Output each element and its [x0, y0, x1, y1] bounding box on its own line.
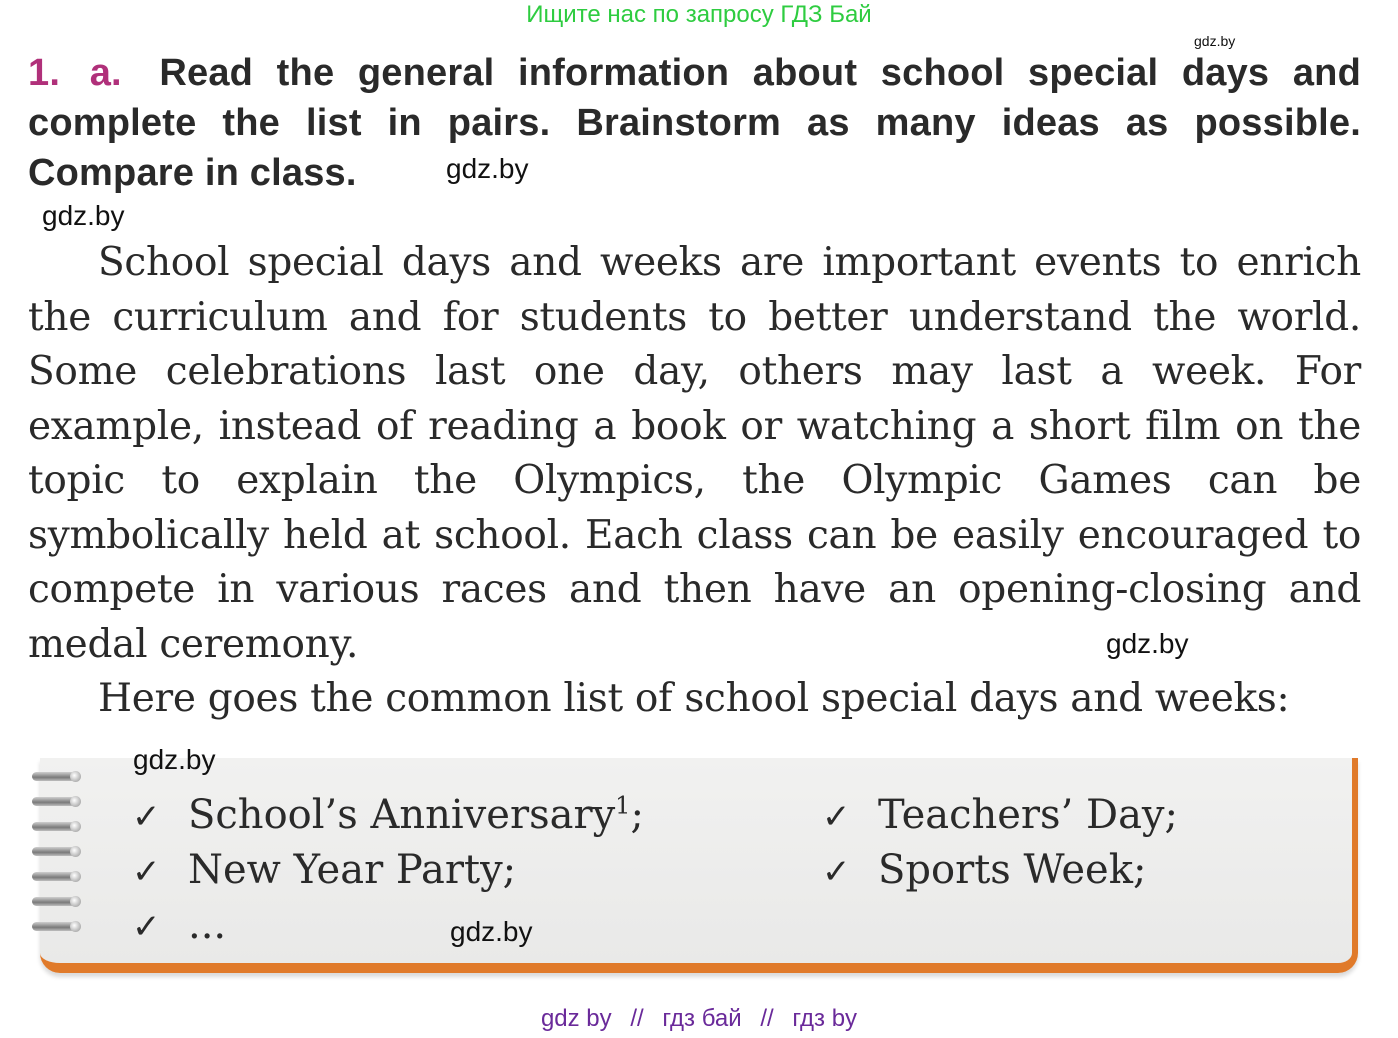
paragraph-list-lead: Here goes the common list of school special days and weeks: [98, 676, 1290, 721]
footer-link-gdz-by[interactable]: gdz by [540, 1005, 612, 1032]
list-item: ✓ New Year Party; [132, 845, 516, 897]
spiral-binding-icon [30, 766, 82, 941]
checkmark-icon: ✓ [132, 907, 161, 947]
task-instruction [28, 48, 1361, 198]
footer-link-gdz-by-cyr[interactable]: гдз by [792, 1005, 858, 1032]
list-item: ✓ School’s Anniversary$^1$; [132, 790, 644, 842]
paragraph-intro: School special days and weeks are important events to enrich the curriculum and for students to better understand the world. Some celebrations last one day, others may last a week. For example, instead of reading a book or watching a short film on the topic to explain the Olympics, the Olympic Games can be symbolically held at school. Each class can be easily encouraged to compete in various races and then have an opening-closing and medal ceremony. [28, 240, 1361, 667]
watermark: gdz.by [450, 916, 533, 947]
watermark: gdz.by [446, 153, 529, 184]
list-item: ✓ Sports Week; [822, 845, 1146, 897]
checkmark-icon: ✓ [822, 852, 851, 892]
footer-link-gdz-bai[interactable]: гдз бай [662, 1005, 742, 1032]
top-banner[interactable]: Ищите нас по запросу ГДЗ Бай [526, 1, 872, 28]
task-text: Read the general information about school special days and complete the list in pairs. Brainstorm as many ideas as possible. Compare in class. [28, 52, 1362, 194]
footer-separator: // [760, 1005, 774, 1032]
footer-separator: // [630, 1005, 644, 1032]
checkmark-icon: ✓ [132, 797, 161, 837]
list-item: ✓ ... [132, 900, 226, 952]
list-item: ✓ Teachers’ Day; [822, 790, 1178, 842]
watermark: gdz.by [133, 744, 216, 775]
corner-watermark: gdz.by [1194, 33, 1236, 49]
checkmark-icon: ✓ [822, 797, 851, 837]
footer-links [0, 1005, 1398, 1033]
task-letter: a. [89, 52, 122, 94]
watermark: gdz.by [42, 200, 125, 231]
checkmark-icon: ✓ [132, 852, 161, 892]
watermark: gdz.by [1106, 628, 1189, 659]
task-number: 1. [28, 52, 61, 94]
